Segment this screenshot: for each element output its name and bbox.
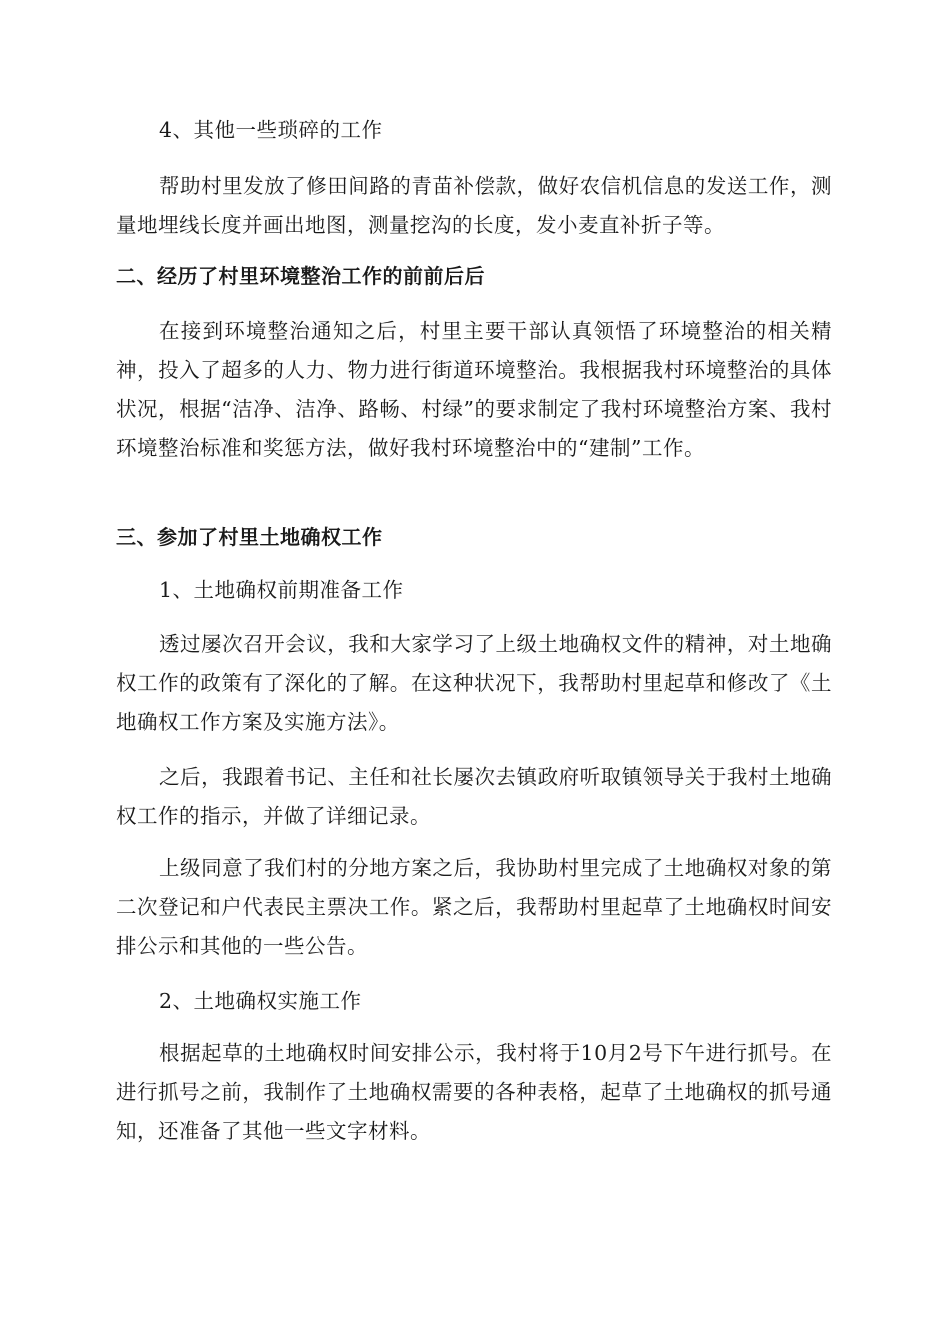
item-4-paragraph: 帮助村里发放了修田间路的青苗补偿款，做好农信机信息的发送工作，测量地埋线长度并画出地图，测量挖沟的长度，发小麦直补折子等。 — [116, 174, 832, 237]
item-3-1-paragraph-1: 透过屡次召开会议，我和大家学习了上级土地确权文件的精神，对土地确权工作的政策有了深化的了解。在这种状况下，我帮助村里起草和修改了《土地确权工作方案及实施方法》。 — [116, 632, 832, 734]
section-3-heading: 三、参加了村里土地确权工作 — [116, 525, 383, 549]
item-3-1-paragraph-2: 之后，我跟着书记、主任和社长屡次去镇政府听取镇领导关于我村土地确权工作的指示，并做了详细记录。 — [116, 765, 832, 828]
item-3-2-paragraph-1: 根据起草的土地确权时间安排公示，我村将于10月2号下午进行抓号。在进行抓号之前，我制作了土地确权需要的各种表格，起草了土地确权的抓号通知，还准备了其他一些文字材料。 — [116, 1041, 832, 1143]
item-4-title: 4、其他一些琐碎的工作 — [159, 118, 383, 142]
section-2-heading: 二、经历了村里环境整治工作的前前后后 — [116, 264, 485, 288]
item-3-2-title: 2、土地确权实施工作 — [159, 989, 362, 1013]
item-3-1-paragraph-3: 上级同意了我们村的分地方案之后，我协助村里完成了土地确权对象的第二次登记和户代表民主票决工作。紧之后，我帮助村里起草了土地确权时间安排公示和其他的一些公告。 — [116, 856, 832, 958]
section-2-paragraph: 在接到环境整治通知之后，村里主要干部认真领悟了环境整治的相关精神，投入了超多的人力、物力进行街道环境整治。我根据我村环境整治的具体状况，根据“洁净、洁净、路畅、村绿”的要求制定了我村环境整治方案、我村环境整治标准和奖惩方法，做好我村环境整治中的“建制”工作。 — [116, 319, 832, 460]
item-3-1-title: 1、土地确权前期准备工作 — [159, 578, 404, 602]
